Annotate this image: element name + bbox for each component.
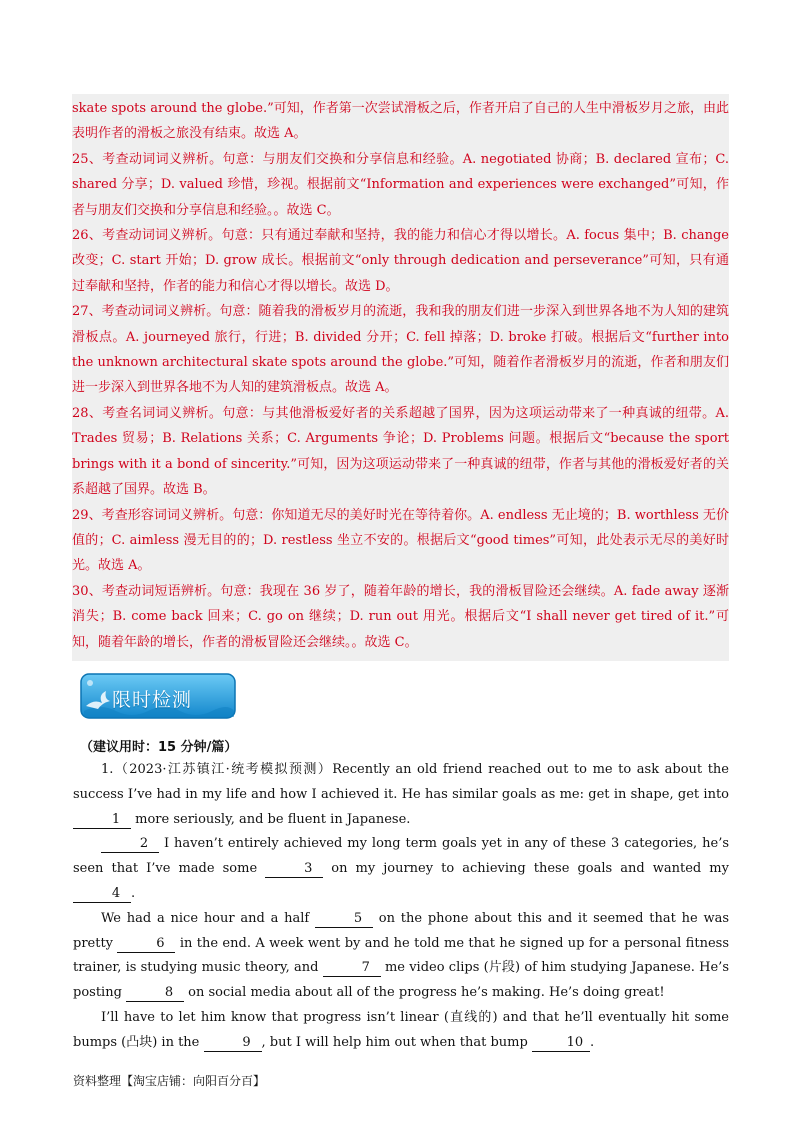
passage-text: I haven’t entirely achieved my long term goals yet in any of these 3 categories, he’s seen that I’ve made some [73,836,729,877]
answer-28: 28、考查名词词义辨析。句意：与其他滑板爱好者的关系超越了国界，因为这项运动带来了一种真诚的纽带。A. Trades 贸易；B. Relations 关系；C. Arguments 争论；D. Problems 问题。根据后文“because the sport brings with it a bond of sincerity.”可知，因为这项运动带来了一种真诚的纽带，作者与其他的滑板爱好者的关系超越了国界。故选 B。 [72,405,729,498]
answer-explanations [72,94,729,661]
blank-5: 5 [315,911,373,928]
blank-3: 3 [265,861,323,878]
answer-29: 29、考查形容词词义辨析。句意：你知道无尽的美好时光在等待着你。A. endless 无止境的；B. worthless 无价值的；C. aimless 漫无目的的；D. restless 坐立不安的。根据后文“good times”可知，此处表示无尽的美好时光。故选 A。 [72,507,729,574]
passage-paragraph-1 [73,758,729,832]
passage-paragraph-3 [73,907,729,1006]
blank-2: 2 [101,836,159,853]
passage-paragraph-2 [73,832,729,906]
page-footer: 资料整理【淘宝店铺：向阳百分百】 [73,1074,266,1088]
passage-paragraph-4 [73,1006,729,1056]
passage-text: more seriously, and be fluent in Japanese. [131,811,411,827]
passage-text: We had a nice hour and a half [101,910,316,926]
answer-27: 27、考查动词词义辨析。句意：随着我的滑板岁月的流逝，我和我的朋友们进一步深入到世界各地不为人知的建筑滑板点。A. journeyed 旅行，行进；B. divided 分开；C. fell 掉落；D. broke 打破。根据后文“further into the unknown architectural skate spots around the globe.”可知，随着作者滑板岁月的流逝，作者和朋友们进一步深入到世界各地不为人知的建筑滑板点。故选 A。 [72,304,729,396]
passage-text: 1.（2023·江苏镇江·统考模拟预测）Recently an old friend reached out to me to ask about the success I’ve had in my life and how I achieved it. He has similar goals as me: get in shape, get into [73,762,729,802]
answer-26: 26、考查动词词义辨析。句意：只有通过奉献和坚持，我的能力和信心才得以增长。A. focus 集中；B. change 改变；C. start 开始；D. grow 成长。根据前文“only through dedication and perseverance”可知，只有通过奉献和坚持，作者的能力和信心才得以增长。故选 D。 [72,228,729,294]
blank-9: 9 [204,1035,262,1052]
passage-text: me video clips (片段) of him studying Japanese. He’s posting [73,960,729,1001]
passage-text: , but I will help him out when that bump [261,1034,532,1050]
section-banner-label: 限时检测 [112,689,193,711]
blank-7: 7 [323,960,381,977]
time-suggestion: （建议用时：15 分钟/篇） [80,740,238,755]
passage-text: . [131,885,136,901]
answer-25: 25、考查动词词义辨析。句意：与朋友们交换和分享信息和经验。A. negotiated 协商；B. declared 宣布；C. shared 分享；D. valued 珍惜，珍视。根据前文“Information and experiences were exchanged”可知，作者与朋友们交换和分享信息和经验。。故选 C。 [72,151,729,218]
answer-30: 30、考查动词短语辨析。句意：我现在 36 岁了，随着年龄的增长，我的滑板冒险还会继续。A. fade away 逐渐消失；B. come back 回来；C. go on 继续；D. run out 用光。根据后文“I shall never get tired of it.”可知，随着年龄的增长，作者的滑板冒险还会继续。。故选 C。 [72,583,729,650]
blank-8: 8 [126,985,184,1002]
passage-text: on social media about all of the progress he’s making. He’s doing great! [184,985,665,1001]
passage-text: on the phone about this and it seemed that he was pretty [73,910,730,951]
cloze-passage [73,758,729,1056]
blank-1: 1 [73,812,131,829]
passage-text: on my journey to achieving these goals and wanted my [323,861,729,877]
passage-text: I’ll have to let him know that progress isn’t linear (直线的) and that he’ll eventually hit some bumps (凸块) in the [73,1009,729,1050]
passage-text: . [589,1034,595,1050]
blank-6: 6 [117,936,175,953]
blank-4: 4 [73,886,131,903]
passage-text: in the end. A week went by and he told me that he signed up for a personal fitness trainer, is studying music theory, and [73,935,729,976]
blank-10: 10 [532,1035,590,1052]
answer-24-tail: skate spots around the globe.”可知，作者第一次尝试滑板之后，作者开启了自己的人生中滑板岁月之旅，由此表明作者的滑板之旅没有结束。故选 A。 [72,101,729,142]
